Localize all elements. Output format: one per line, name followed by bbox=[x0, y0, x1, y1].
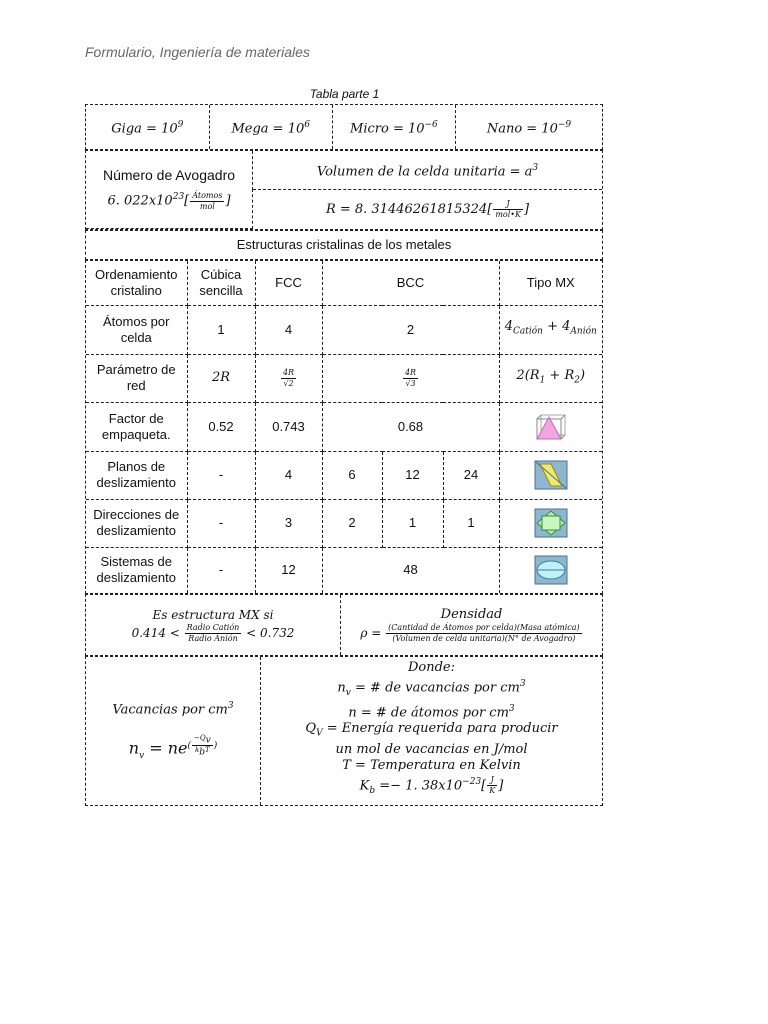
slip-system-icon bbox=[534, 555, 568, 585]
packing-fcc: 0.743 bbox=[255, 402, 322, 451]
table-title: Tabla parte 1 bbox=[309, 87, 380, 101]
page-header: Formulario, Ingeniería de materiales bbox=[85, 44, 310, 60]
where-line-4: un mol de vacancias en J/mol bbox=[335, 741, 528, 757]
slip-plane-icon bbox=[534, 460, 568, 490]
prefix-table bbox=[85, 104, 603, 150]
packing-sc: 0.52 bbox=[187, 402, 255, 451]
structures-title: Estructuras cristalinas de los metales bbox=[236, 237, 452, 252]
gas-constant: R = 8. 31446261815324[ $\frac{J}{\text{mol•K}}$ ] bbox=[253, 189, 603, 228]
header-ordering: Ordenamiento cristalino bbox=[86, 261, 187, 305]
where-title: Donde: bbox=[407, 660, 456, 675]
slip-planes-mx bbox=[499, 451, 602, 499]
param-mx: $2(R_1 + R_2)$ bbox=[499, 354, 602, 402]
param-row bbox=[86, 354, 602, 402]
slip-dirs-bcc-3: 1 bbox=[443, 499, 499, 547]
atoms-bcc: 2 bbox=[322, 305, 499, 354]
volume-formula: Volumen de la celda unitaria = $a^3$ bbox=[253, 151, 603, 189]
atoms-mx: $4_{Catión} + 4_{Anión}$ bbox=[499, 305, 602, 354]
slip-systems-mx bbox=[499, 547, 602, 593]
structures-table bbox=[85, 260, 603, 594]
vacancies-cell bbox=[86, 657, 261, 805]
header-bcc: BCC bbox=[322, 261, 499, 305]
atoms-sc: 1 bbox=[187, 305, 255, 354]
where-line-3: $Q_V$ = Energía requerida para producir bbox=[305, 721, 558, 739]
header-fcc: FCC bbox=[255, 261, 322, 305]
where-line-2: n = # de átomos por $cm^3$ bbox=[348, 703, 515, 721]
vacancies-formula: $n_v = ne^{( \frac{-Q_v}{k_bT} )}$ bbox=[128, 734, 218, 762]
constants-table bbox=[85, 150, 603, 230]
slip-planes-row bbox=[86, 451, 602, 499]
prefix-mega: Mega = $10^6$ bbox=[209, 105, 332, 149]
slip-dirs-mx bbox=[499, 499, 602, 547]
where-line-1: $n_v$ = # de vacancias por $cm^3$ bbox=[337, 679, 526, 698]
param-sc: 2R bbox=[187, 354, 255, 402]
structures-header-row bbox=[86, 261, 602, 305]
slip-dirs-bcc-1: 2 bbox=[322, 499, 382, 547]
prefix-micro: Micro = $10^{-6}$ bbox=[332, 105, 455, 149]
mx-condition-formula: 0.414 < $\frac{\text{Radio Catión}}{\text{Radio Anión}}$ < 0.732 bbox=[131, 622, 295, 643]
slip-planes-bcc-1: 6 bbox=[322, 451, 382, 499]
param-label: Parámetro de red bbox=[86, 354, 187, 402]
slip-planes-bcc-3: 24 bbox=[443, 451, 499, 499]
unit-cell-plane-icon bbox=[534, 412, 568, 442]
mx-condition-cell bbox=[86, 595, 341, 655]
slip-dirs-fcc: 3 bbox=[255, 499, 322, 547]
packing-bcc: 0.68 bbox=[322, 402, 499, 451]
packing-label: Factor de empaqueta. bbox=[86, 402, 187, 451]
header-mx: Tipo MX bbox=[499, 261, 602, 305]
slip-systems-sc: - bbox=[187, 547, 255, 593]
slip-planes-bcc-2: 12 bbox=[382, 451, 443, 499]
prefix-nano: Nano = $10^{-9}$ bbox=[456, 105, 603, 149]
slip-dirs-bcc-2: 1 bbox=[382, 499, 443, 547]
where-line-5: T = Temperatura en Kelvin bbox=[342, 757, 521, 773]
slip-planes-sc: - bbox=[187, 451, 255, 499]
slip-dirs-row bbox=[86, 499, 602, 547]
where-cell bbox=[261, 657, 603, 805]
slip-systems-fcc: 12 bbox=[255, 547, 322, 593]
vacancies-table bbox=[85, 656, 603, 806]
param-bcc: $\frac{4R}{√3}$ bbox=[322, 354, 499, 402]
avogadro-value: 6. $022x10^{23}$[ $\frac{\text{Átomos}}{\text{mol}}$ ] bbox=[107, 190, 231, 211]
atoms-fcc: 4 bbox=[255, 305, 322, 354]
slip-planes-fcc: 4 bbox=[255, 451, 322, 499]
header-simple-cubic: Cúbica sencilla bbox=[187, 261, 255, 305]
param-fcc: $\frac{4R}{√2}$ bbox=[255, 354, 322, 402]
slip-dirs-label: Direcciones de deslizamiento bbox=[86, 499, 187, 547]
slip-planes-label: Planos de deslizamiento bbox=[86, 451, 187, 499]
avogadro-label: Número de Avogadro bbox=[102, 167, 236, 184]
where-line-6: $K_b =- 1$. $38x10^{-23}$[ $\frac{J}{K}$ ] bbox=[359, 775, 504, 796]
density-title: Densidad bbox=[440, 606, 503, 622]
density-formula: ρ = $\frac{\text{(Cantidad de Átomos por celda)(Masa atómica)}}{\text{(Volumen de celda unitaria)(N° de Avogadro)}}$ bbox=[360, 622, 580, 643]
atoms-label: Átomos por celda bbox=[86, 305, 187, 354]
packing-mx bbox=[499, 402, 602, 451]
structures-title-box bbox=[85, 230, 603, 260]
mx-condition-title: Es estructura MX si bbox=[152, 607, 274, 622]
mx-density-table bbox=[85, 594, 603, 656]
atoms-row bbox=[86, 305, 602, 354]
prefix-giga: Giga = $10^9$ bbox=[86, 105, 209, 149]
slip-systems-label: Sistemas de deslizamiento bbox=[86, 547, 187, 593]
slip-systems-bcc: 48 bbox=[322, 547, 499, 593]
packing-row bbox=[86, 402, 602, 451]
density-cell bbox=[341, 595, 603, 655]
vacancies-title: Vacancias por $cm^3$ bbox=[112, 700, 234, 718]
slip-direction-icon bbox=[534, 508, 568, 538]
slip-dirs-sc: - bbox=[187, 499, 255, 547]
avogadro-cell bbox=[86, 151, 253, 229]
slip-systems-row bbox=[86, 547, 602, 593]
